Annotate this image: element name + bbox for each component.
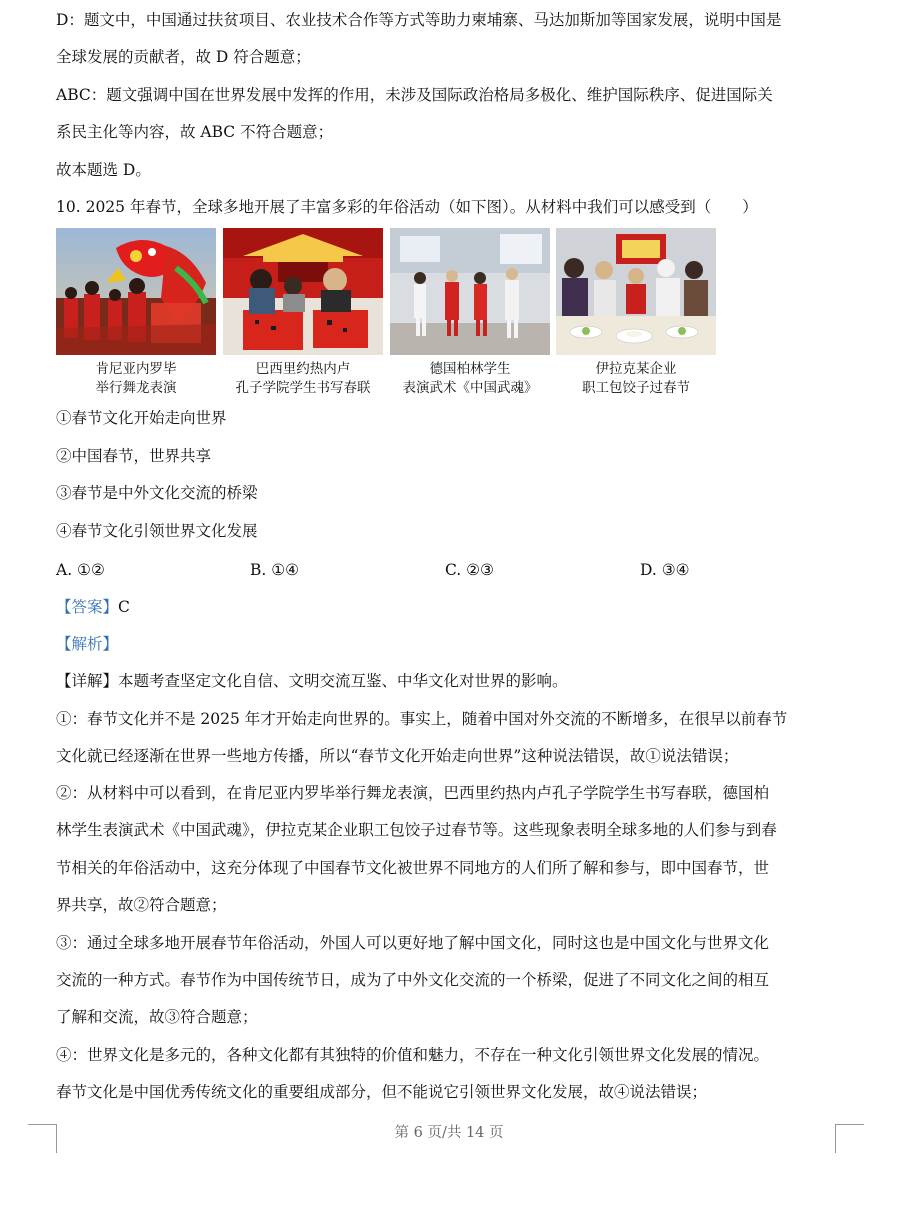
paragraph-line: 故本题选 D。 [56,161,151,179]
dragon-dance-photo [56,228,216,355]
caption-line: 德国柏林学生 [429,361,511,377]
paragraph-line: 全球发展的贡献者，故 D 符合题意； [56,48,311,66]
figure-calligraphy [223,228,383,398]
option-d: D. ③④ [640,561,690,579]
explanation-line: 文化就已经逐渐在世界一些地方传播，所以“春节文化开始走向世界”这种说法错误，故①说法错误； [56,747,739,765]
explanation-line: ①：春节文化并不是 2025 年才开始走向世界的。事实上，随着中国对外交流的不断增多，在很早以前春节 [56,710,788,728]
caption-line: 伊拉克某企业 [595,361,677,377]
statement-1: ①春节文化开始走向世界 [56,409,227,427]
dumplings-photo [556,228,716,355]
explanation-line: ③：通过全球多地开展春节年俗活动，外国人可以更好地了解中国文化，同时这也是中国文化与世界文化 [56,934,770,952]
explanation-line: 了解和交流，故③符合题意； [56,1008,258,1026]
explanation-line: 界共享，故②符合题意； [56,896,227,914]
statement-3: ③春节是中外文化交流的桥梁 [56,484,258,502]
calligraphy-photo [223,228,383,355]
caption-line: 举行舞龙表演 [95,380,177,396]
answer-tag: 【答案】 [56,598,119,616]
paragraph-line: D：题文中，中国通过扶贫项目、农业技术合作等方式等助力柬埔寨、马达加斯加等国家发展，说明中国是 [56,11,782,29]
analysis-tag: 【解析】 [56,635,119,653]
explanation-line: 节相关的年俗活动中，这充分体现了中国春节文化被世界不同地方的人们所了解和参与，即中国春节，世 [56,859,770,877]
martial-arts-photo [390,228,550,355]
figure-caption [556,360,716,398]
detail-lead: 本题考查坚定文化自信、文明交流互鉴、中华文化对世界的影响。 [118,672,568,690]
statement-4: ④春节文化引领世界文化发展 [56,522,258,540]
explanation-line: ④：世界文化是多元的，各种文化都有其独特的价值和魅力，不存在一种文化引领世界文化发展的情况。 [56,1046,770,1064]
caption-line: 职工包饺子过春节 [582,380,690,396]
caption-line: 表演武术《中国武魂》 [402,380,538,396]
option-b: B. ①④ [250,561,300,579]
detail-tag: 【详解】 [56,672,119,690]
option-a: A. ①② [56,561,105,579]
explanation-line: 春节文化是中国优秀传统文化的重要组成部分，但不能说它引领世界文化发展，故④说法错误； [56,1083,708,1101]
figure-caption [56,360,216,398]
explanation-line: 林学生表演武术《中国武魂》，伊拉克某企业职工包饺子过春节等。这些现象表明全球多地的人们参与到春 [56,821,777,839]
figure-dragon-dance [56,228,216,398]
figure-caption [223,360,383,398]
option-c: C. ②③ [445,561,494,579]
statement-2: ②中国春节，世界共享 [56,447,212,465]
caption-line: 肯尼亚内罗毕 [95,361,177,377]
answer-line [56,597,846,617]
paragraph-line: ABC：题文强调中国在世界发展中发挥的作用，未涉及国际政治格局多极化、维护国际秩序、促进国际关 [56,86,773,104]
answer-value: C [118,598,130,616]
explanation-line: 交流的一种方式。春节作为中国传统节日，成为了中外文化交流的一个桥梁，促进了不同文化之间的相互 [56,971,770,989]
figure-dumplings [556,228,716,398]
page-footer: 第 6 页/共 14 页 [394,1125,504,1141]
detail-line [56,671,846,691]
question-text: 10. 2025 年春节，全球多地开展了丰富多彩的年俗活动（如下图）。从材料中我们可以感受到（ ） [56,198,758,216]
figure-martial-arts [390,228,550,398]
paragraph-line: 系民主化等内容，故 ABC 不符合题意； [56,123,334,141]
caption-line: 孔子学院学生书写春联 [235,380,371,396]
figure-caption [390,360,550,398]
figure-row [56,228,721,398]
caption-line: 巴西里约热内卢 [255,361,351,377]
explanation-line: ②：从材料中可以看到，在肯尼亚内罗毕举行舞龙表演，巴西里约热内卢孔子学院学生书写春联，德国柏 [56,784,770,802]
